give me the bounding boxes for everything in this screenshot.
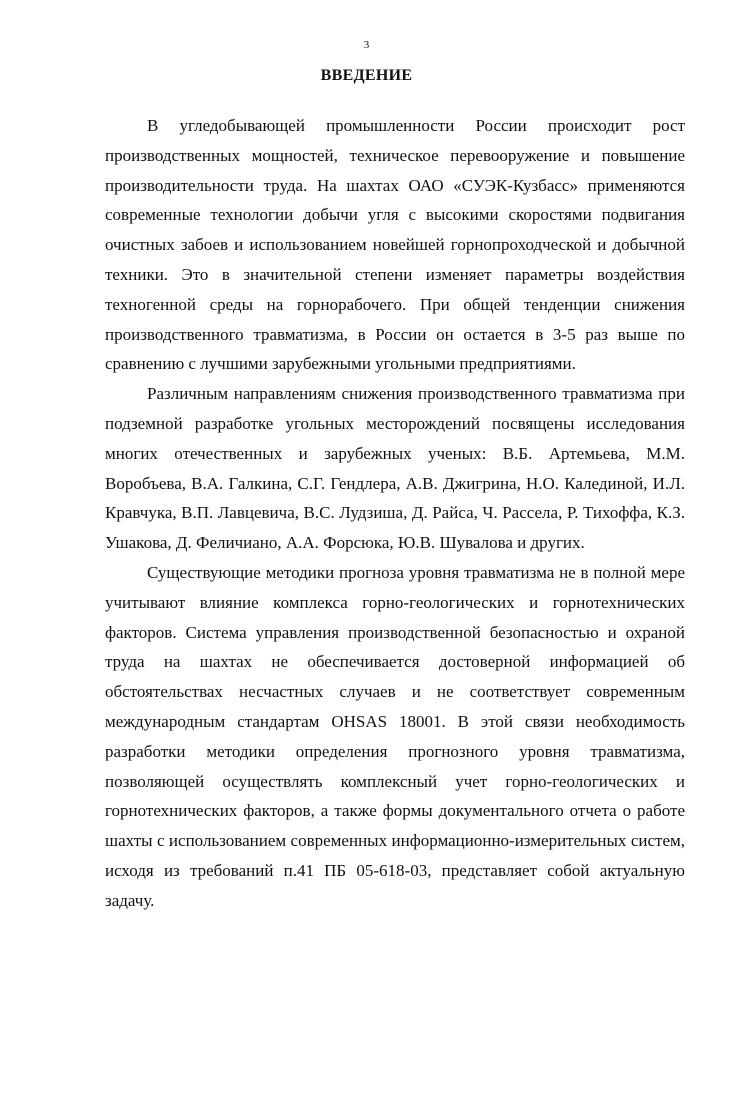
- section-heading: ВВЕДЕНИЕ: [320, 67, 413, 84]
- page-number: 3: [363, 39, 370, 51]
- paragraph-problem-statement: Существующие методики прогноза уровня травматизма не в полной мере учитывают влияние комплекса горно-геологических и горнотехнических факторов. Система управления производственной безопасностью и охраной труда на шахтах не обеспечивается достоверной информацией об обстоятельствах несчастных случаев и не соответствует современным международным стандартам OHSAS 18001. В этой связи необходимость разработки методики определения прогнозного уровня травматизма, позволяющей осуществлять комплексный учет горно-геологических и горнотехнических факторов, а также формы документального отчета о работе шахты с использованием современных информационно-измерительных систем, исходя из требований п.41 ПБ 05-618-03, представляет собой актуальную задачу.: [105, 562, 685, 910]
- paragraph-intro: В угледобывающей промышленности России происходит рост производственных мощностей, техническое перевооружение и повышение производительности труда. На шахтах ОАО «СУЭК-Кузбасс» применяются современные технологии добычи угля с высокими скоростями подвигания очистных забоев и использованием новейшей горнопроходческой и добычной техники. Это в значительной степени изменяет параметры воздействия техногенной среды на горнорабочего. При общей тенденции снижения производственного травматизма, в России он остается в 3-5 раз выше по сравнению с лучшими зарубежными угольными предприятиями.: [105, 116, 685, 374]
- body-text: [105, 111, 685, 916]
- paragraph-researchers: Различным направлениям снижения производственного травматизма при подземной разработке угольных месторождений посвящены исследования многих отечественных и зарубежных ученых: В.Б. Артемьева, М.М. Воробъева, В.А. Галкина, С.Г. Гендлера, А.В. Джигрина, Н.О. Калединой, И.Л. Кравчука, В.П. Лавцевича, В.С. Лудзиша, Д. Райса, Ч. Рассела, Р. Тихоффа, К.З. Ушакова, Д. Феличиано, А.А. Форсюка, Ю.В. Шувалова и других.: [105, 384, 685, 553]
